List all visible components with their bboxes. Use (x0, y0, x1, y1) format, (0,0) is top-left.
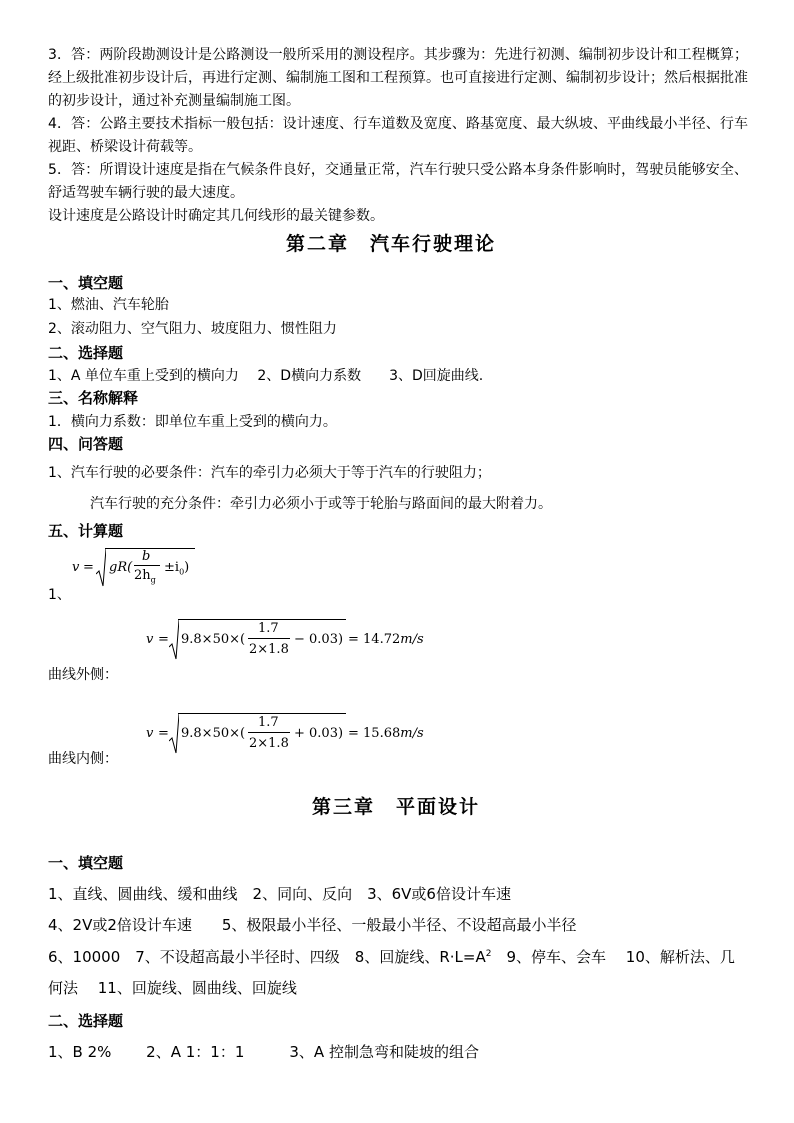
ch3-heading-fill: 一、填空题 (48, 854, 124, 872)
ch2-choice-answers: 1、A 单位车重上受到的横向力 2、D横向力系数 3、D回旋曲线. (48, 368, 484, 384)
ch2-fill-1: 1、燃油、汽车轮胎 (48, 297, 169, 313)
label-curve-outer: 曲线外侧： (48, 667, 118, 683)
chapter-3-title: 第三章 平面设计 (312, 796, 481, 818)
ch2-heading-calc: 五、计算题 (48, 522, 124, 540)
ch3-fill-line-2: 4、2V或2倍设计车速 5、极限最小半径、一般最小半径、不设超高最小半径 (48, 916, 577, 934)
label-curve-inner: 曲线内侧： (48, 751, 118, 767)
formula-inner: v = 9.8×50×( 1.7 2×1.8 + 0.03) = 15.68m/s (146, 711, 436, 757)
chapter-2-title: 第二章 汽车行驶理论 (286, 233, 497, 255)
radical-sign (169, 619, 179, 661)
answer-5-note: 设计速度是公路设计时确定其几何线形的最关键参数。 (48, 208, 384, 224)
ch2-fill-2: 2、滚动阻力、空气阻力、坡度阻力、惯性阻力 (48, 321, 337, 337)
ch2-heading-fill: 一、填空题 (48, 274, 124, 292)
ch3-choice-answers: 1、B 2% 2、A 1：1：1 3、A 控制急弯和陡坡的组合 (48, 1043, 479, 1061)
formula-outer: v = 9.8×50×( 1.7 2×1.8 − 0.03) = 14.72m/s (146, 617, 436, 663)
ch2-qa-1-necessary: 1、汽车行驶的必要条件：汽车的牵引力必须大于等于汽车的行驶阻力； (48, 465, 491, 481)
formula-general: v = gR( b $2h_g$ $\pm i_0$) (72, 546, 202, 590)
ch2-heading-terms: 三、名称解释 (48, 389, 139, 407)
ch3-fill-line-4: 何法 11、回旋线、圆曲线、回旋线 (48, 979, 297, 997)
calc-item-1: 1、 (48, 587, 71, 603)
radical-sign (169, 713, 179, 755)
answer-4: 4．答：公路主要技术指标一般包括：设计速度、行车道数及宽度、路基宽度、最大纵坡、平曲线最小半径、行车视距、桥梁设计荷载等。 (48, 116, 748, 155)
ch3-fill-line-3: 6、10000 7、不设超高最小半径时、四级 8、回旋线、$R\cdot L=A^2$ 9、停车、会车 10、解析法、几 (48, 948, 735, 966)
ch2-heading-choice: 二、选择题 (48, 344, 124, 362)
radical-sign (96, 548, 106, 588)
ch3-heading-choice: 二、选择题 (48, 1012, 124, 1030)
ch2-term-1: 1．横向力系数：即单位车重上受到的横向力。 (48, 414, 337, 430)
ch3-fill-line-1: 1、直线、圆曲线、缓和曲线 2、同向、反向 3、6V或6倍设计车速 (48, 885, 511, 903)
ch2-qa-1-sufficient: 汽车行驶的充分条件：牵引力必须小于或等于轮胎与路面间的最大附着力。 (90, 496, 552, 512)
answer-5: 5．答：所谓设计速度是指在气候条件良好，交通量正常，汽车行驶只受公路本身条件影响时，驾驶员能够安全、舒适驾驶车辆行驶的最大速度。 (48, 162, 748, 201)
ch2-heading-qa: 四、问答题 (48, 435, 124, 453)
answer-3: 3．答：两阶段勘测设计是公路测设一般所采用的测设程序。其步骤为：先进行初测、编制初步设计和工程概算；经上级批准初步设计后，再进行定测、编制施工图和工程预算。也可直接进行定测、编制初步设计；然后根据批准的初步设计，通过补充测量编制施工图。 (48, 47, 748, 109)
